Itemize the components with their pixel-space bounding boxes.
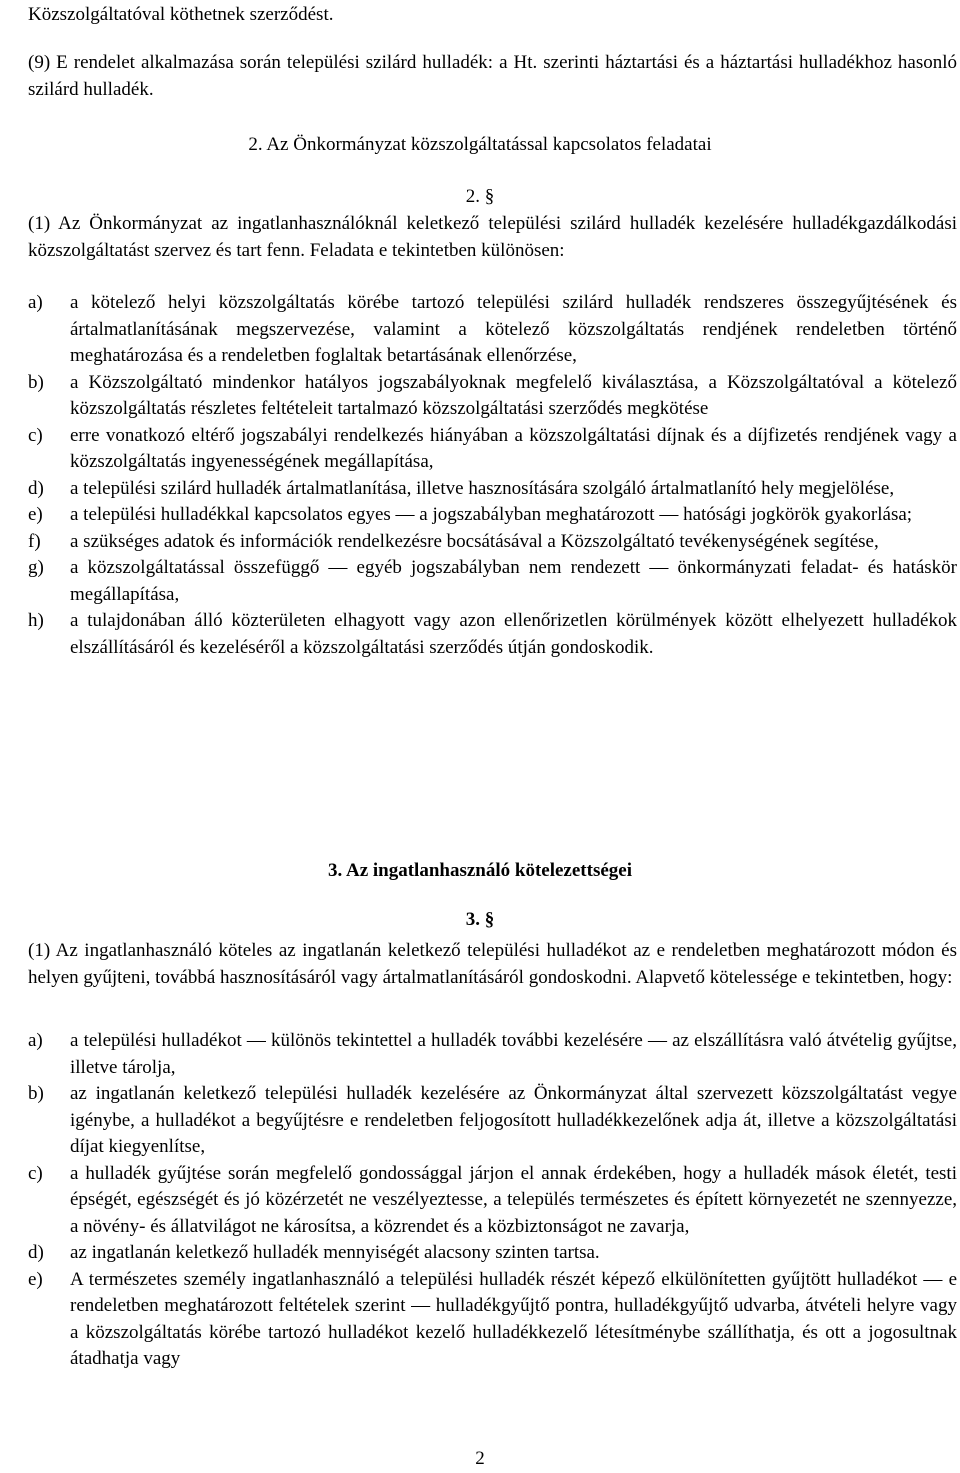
page-number: 2 [475, 1448, 485, 1469]
continued-line: Közszolgáltatóval köthetnek szerződést. [28, 4, 334, 25]
list-item: c) a hulladék gyűjtése során megfelelő gondossággal járjon el annak érdekében, hogy a hulladék mások életét, testi épségét, egészségét és jó közérzetét ne veszélyeztesse, a település természetes és épített környezetét ne szennyezze, a növény- és állatvilágot ne károsítsa, a közrendet és a közbiztonságot ne zavarja, [28, 1162, 957, 1237]
paragraph-9: (9) E rendelet alkalmazása során települési szilárd hulladék: a Ht. szerinti háztartási és a háztartási hulladékhoz hasonló szilárd hulladék. [28, 52, 957, 100]
section-3-heading: 3. § [465, 909, 495, 930]
list-item: d) az ingatlanán keletkező hulladék mennyiségét alacsony szinten tartsa. [28, 1242, 600, 1263]
list-item: e) a települési hulladékkal kapcsolatos egyes — a jogszabályban meghatározott — hatósági jogkörök gyakorlása; [28, 504, 913, 525]
chapter-2-title: 2. Az Önkormányzat közszolgáltatással kapcsolatos feladatai [248, 134, 712, 155]
section-2-paragraph-1: (1) Az Önkormányzat az ingatlanhasználóknál keletkező települési szilárd hulladék kezelésére hulladékgazdálkodási közszolgáltatást szervez és tart fenn. Feladata e tekintetben különösen: [28, 213, 957, 261]
list-item: a) a települési hulladékot — különös tekintettel a hulladék további kezelésére — az elszállításra való átvételig gyűjtse, illetve tárolja, [28, 1030, 957, 1078]
list-item: b) a Közszolgáltató mindenkor hatályos jogszabályoknak megfelelő kiválasztása, a Közszolgáltatóval a kötelező közszolgáltatás részletes feltételeit tartalmazó közszolgáltatási szerződés megkötése [28, 371, 957, 419]
list-item: b) az ingatlanán keletkező települési hulladék kezelésére az Önkormányzat által szervezett közszolgáltatást vegye igénybe, a hulladékot a begyűjtésre e rendeletben feljogosított hulladékkezelőnek adja át, illetve a közszolgáltatási díjat kiegyenlítse, [28, 1083, 957, 1157]
list-item: f) a szükséges adatok és információk rendelkezésre bocsátásával a Közszolgáltató tevékenységének segítése, [28, 530, 879, 552]
list-item: a) a kötelező helyi közszolgáltatás körébe tartozó települési szilárd hulladék rendszeres összegyűjtésének és ártalmatlanításának megszervezése, valamint a kötelező közszolgáltatás rendjének rendeletben történő meghatározása és a rendeletben foglaltak betartásának ellenőrzése, [28, 292, 957, 366]
section-2-list [28, 290, 957, 661]
list-item: d) a települési szilárd hulladék ártalmatlanítása, illetve hasznosítására szolgáló ártalmatlanító hely megjelölése, [28, 477, 895, 499]
list-item: g) a közszolgáltatással összefüggő — egyéb jogszabályban nem rendezett — önkormányzati feladat- és hatáskör megállapítása, [28, 557, 957, 605]
list-item: c) erre vonatkozó eltérő jogszabályi rendelkezés hiányában a közszolgáltatási díjnak és a díjfizetés rendjének vagy a közszolgáltatás ingyenességének megállapítása, [28, 424, 957, 472]
list-item: h) a tulajdonában álló közterületen elhagyott vagy azon ellenőrizetlen körülmények között elhelyezett hulladékok elszállításáról és kezeléséről a közszolgáltatási szerződés útján gondoskodik. [28, 610, 957, 658]
list-item: e) A természetes személy ingatlanhasználó a települési hulladék részét képező elkülönítetten gyűjtött hulladékot — e rendeletben meghatározott feltételek szerint — hulladékgyűjtő pontra, hulladékgyűjtő udvarba, átvételi helyre vagy a közszolgáltatás körébe tartozó hulladékot kezelő hulladékkezelő létesítménybe szállíthatja, és ott a jogosultnak átadhatja vagy [28, 1268, 957, 1369]
chapter-3-title: 3. Az ingatlanhasználó kötelezettségei [328, 860, 632, 881]
section-3-list [28, 1028, 957, 1373]
section-3-paragraph-1: (1) Az ingatlanhasználó köteles az ingatlanán keletkező települési hulladékot az e rendeletben meghatározott módon és helyen gyűjteni, továbbá hasznosításáról vagy ártalmatlanításáról gondoskodni. Alapvető kötelessége e tekintetben, hogy: [28, 940, 957, 988]
section-2-heading: 2. § [465, 186, 495, 207]
